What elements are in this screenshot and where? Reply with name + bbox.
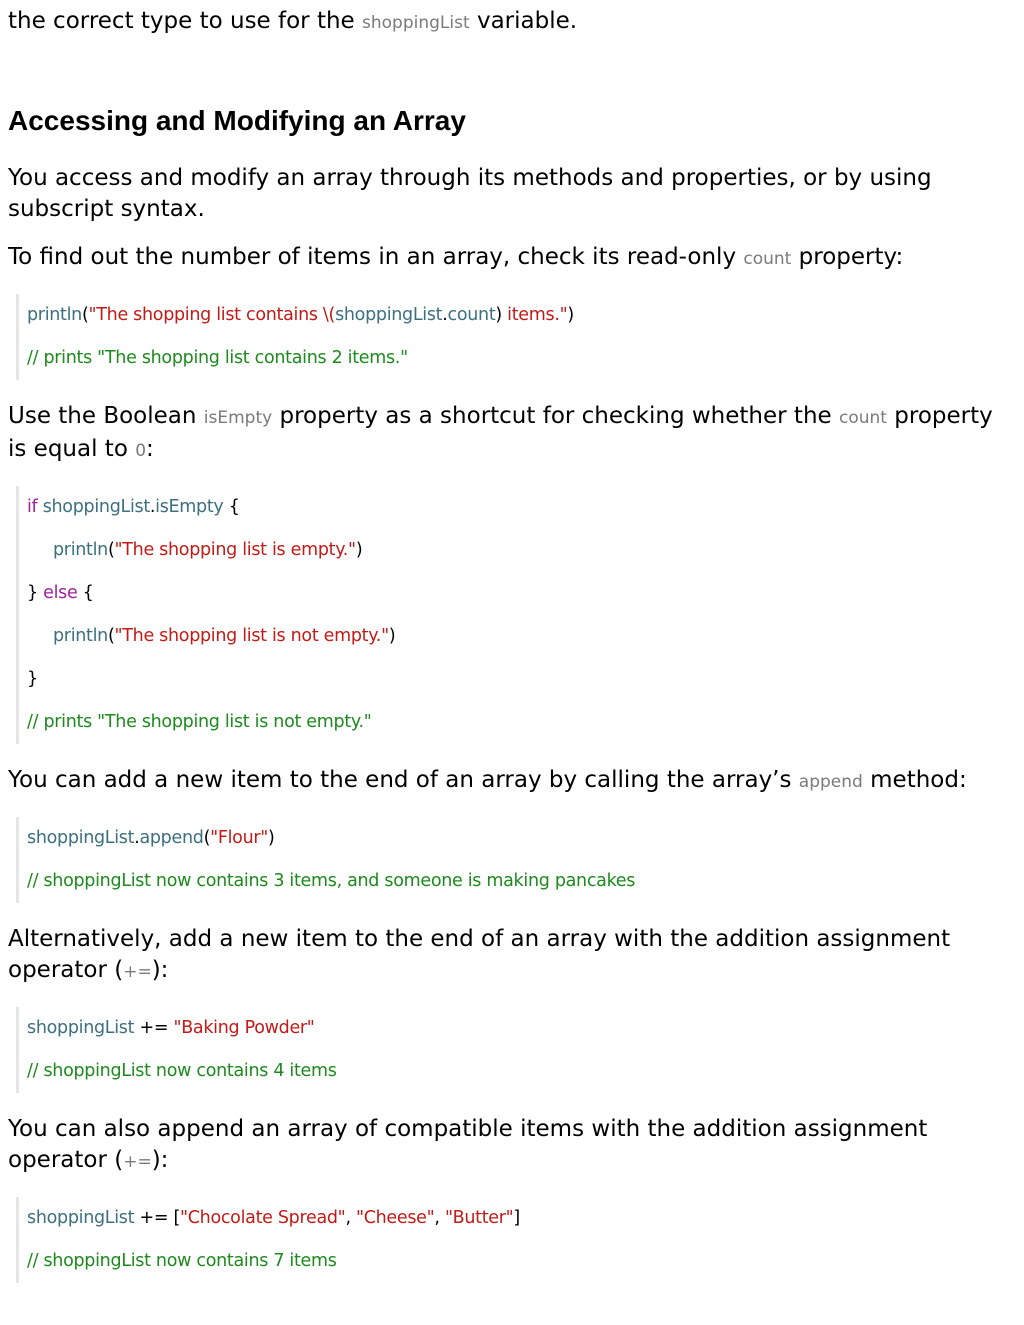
code-identifier: shoppingList	[27, 1018, 135, 1038]
code-string: "Butter"	[444, 1208, 514, 1228]
code-punct: ]	[513, 1208, 520, 1228]
code-punct: .	[134, 828, 140, 848]
code-punct: {	[77, 583, 94, 603]
p4-text-before: You can add a new item to the end of an array by calling the array’s	[8, 767, 799, 793]
code-block-plus-equals-array	[16, 1197, 1016, 1283]
code-string: "Cheese"	[355, 1208, 435, 1228]
p6-text-after: ):	[151, 1147, 169, 1173]
intro-text-after: variable.	[469, 8, 578, 34]
code-punct: {	[223, 497, 240, 517]
paragraph-count	[8, 242, 1016, 275]
p2-text-before: To find out the number of items in an array, check its read-only	[8, 244, 744, 270]
p3-text-2: property as a shortcut for checking whether the	[272, 403, 839, 429]
paragraph-append	[8, 765, 1016, 798]
code-punct: )	[495, 305, 502, 325]
paragraph-addition-assignment	[8, 924, 1016, 988]
code-string: "Chocolate Spread"	[179, 1208, 346, 1228]
code-punct: (	[107, 626, 115, 646]
code-comment: // prints "The shopping list is not empty."	[27, 712, 372, 732]
code-string: "Flour"	[210, 828, 269, 848]
code-punct: )	[567, 305, 574, 325]
p4-text-after: method:	[862, 767, 967, 793]
code-block-isempty	[16, 486, 1016, 744]
code-string: items."	[501, 305, 568, 325]
code-comment: // shoppingList now contains 7 items	[27, 1251, 337, 1271]
code-line	[27, 615, 1016, 658]
code-keyword: else	[43, 583, 78, 603]
inline-code-isempty: isEmpty	[203, 408, 273, 428]
paragraph-isempty	[8, 401, 1016, 467]
code-identifier: shoppingList	[42, 497, 150, 517]
code-line	[27, 1197, 1016, 1240]
p6-text-before: You can also append an array of compatible items with the addition assignment operator (	[8, 1116, 928, 1173]
code-comment: // shoppingList now contains 4 items	[27, 1061, 337, 1081]
code-identifier: println	[27, 305, 82, 325]
code-punct: ,	[434, 1208, 445, 1228]
code-block-append	[16, 817, 1016, 903]
code-punct: )	[355, 540, 363, 560]
code-identifier: shoppingList	[27, 828, 135, 848]
code-comment: // shoppingList now contains 3 items, and someone is making pancakes	[27, 871, 636, 891]
code-line: }	[27, 669, 38, 689]
inline-code-plus-equals: +=	[123, 962, 152, 982]
code-comment: // prints "The shopping list contains 2 items."	[27, 348, 408, 368]
code-punct: ,	[345, 1208, 356, 1228]
code-string: "The shopping list is empty."	[114, 540, 356, 560]
code-line	[27, 486, 1016, 529]
code-line	[27, 529, 1016, 572]
p3-text-1: Use the Boolean	[8, 403, 204, 429]
p2-text-after: property:	[791, 244, 904, 270]
p3-text-3: property is equal to	[8, 403, 993, 462]
code-line	[27, 572, 1016, 615]
code-operator: +=	[134, 1208, 174, 1228]
code-identifier: count	[447, 305, 496, 325]
code-punct: (	[203, 828, 211, 848]
code-string: "Baking Powder"	[173, 1018, 315, 1038]
code-punct: (	[107, 540, 115, 560]
code-identifier: println	[53, 626, 108, 646]
code-line	[27, 817, 1016, 860]
paragraph-access-modify: You access and modify an array through its methods and properties, or by using subscript syntax.	[8, 165, 932, 222]
intro-text-before: the correct type to use for the	[8, 8, 363, 34]
paragraph-append-array	[8, 1114, 1016, 1178]
code-line	[27, 1007, 1016, 1050]
inline-code-append: append	[798, 772, 863, 792]
code-block-count	[16, 294, 1016, 380]
code-punct: )	[388, 626, 396, 646]
code-identifier: println	[53, 540, 108, 560]
code-punct: (	[81, 305, 89, 325]
code-punct: .	[149, 497, 156, 517]
p5-text-before: Alternatively, add a new item to the end of an array with the addition assignment operator (	[8, 926, 951, 983]
section-heading: Accessing and Modifying an Array	[8, 105, 466, 136]
inline-code-shoppinglist: shoppingList	[362, 13, 470, 33]
code-identifier: append	[139, 828, 204, 848]
code-identifier: shoppingList	[335, 305, 443, 325]
intro-paragraph	[8, 0, 1016, 39]
p5-text-after: ):	[151, 957, 169, 983]
code-keyword: if	[27, 497, 38, 517]
code-string: "The shopping list is not empty."	[114, 626, 389, 646]
code-operator: +=	[134, 1018, 174, 1038]
inline-code-count: count	[743, 249, 792, 269]
code-string: "The shopping list contains \(	[88, 305, 336, 325]
code-identifier: shoppingList	[27, 1208, 135, 1228]
code-punct: [	[173, 1208, 180, 1228]
inline-code-zero: 0	[135, 441, 147, 461]
inline-code-count: count	[838, 408, 887, 428]
code-punct: )	[268, 828, 275, 848]
code-line	[27, 294, 1016, 337]
p3-text-4: :	[146, 436, 154, 462]
code-punct: .	[442, 305, 448, 325]
code-punct: }	[27, 583, 44, 603]
code-block-plus-equals-item	[16, 1007, 1016, 1093]
inline-code-plus-equals: +=	[123, 1152, 152, 1172]
code-identifier: isEmpty	[155, 497, 224, 517]
